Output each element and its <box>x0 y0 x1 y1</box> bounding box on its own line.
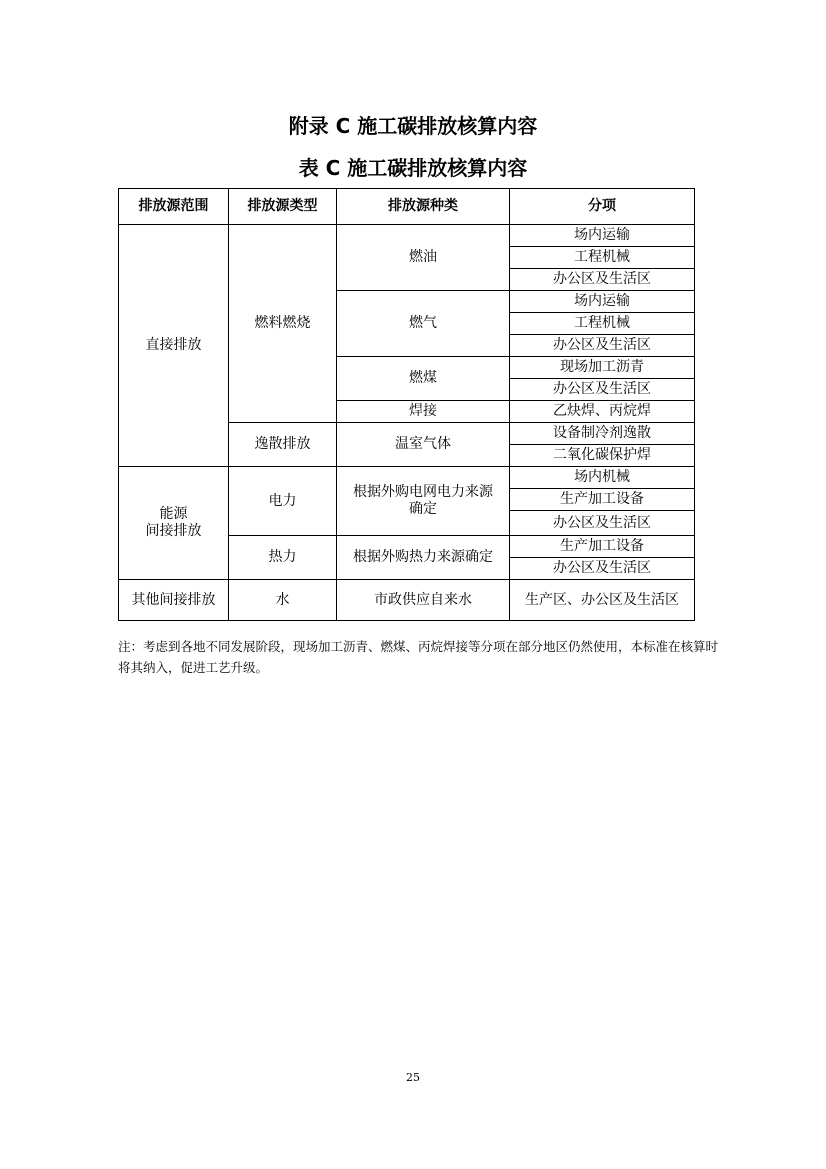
emission-table <box>118 188 695 621</box>
table-row <box>119 580 695 621</box>
page-number: 25 <box>406 1071 420 1084</box>
item-cell: 生产加工设备 <box>510 489 695 511</box>
item-cell: 办公区及生活区 <box>510 558 695 580</box>
header-kind: 排放源种类 <box>337 189 510 225</box>
type-heat: 热力 <box>229 536 337 580</box>
kind-fuel-oil: 燃油 <box>337 225 510 291</box>
kind-electricity-source: 根据外购电网电力来源确定 <box>337 467 510 536</box>
item-cell: 工程机械 <box>510 313 695 335</box>
kind-fuel-gas: 燃气 <box>337 291 510 357</box>
item-cell: 办公区及生活区 <box>510 335 695 357</box>
header-item: 分项 <box>510 189 695 225</box>
scope-indirect-energy: 能源 间接排放 <box>119 467 229 580</box>
item-cell: 办公区及生活区 <box>510 379 695 401</box>
item-cell: 二氧化碳保护焊 <box>510 445 695 467</box>
item-cell: 生产加工设备 <box>510 536 695 558</box>
kind-coal: 燃煤 <box>337 357 510 401</box>
scope-direct: 直接排放 <box>119 225 229 467</box>
type-water: 水 <box>229 580 337 621</box>
item-cell: 办公区及生活区 <box>510 269 695 291</box>
table-row <box>119 225 695 247</box>
item-cell: 现场加工沥青 <box>510 357 695 379</box>
type-fugitive: 逸散排放 <box>229 423 337 467</box>
appendix-title: 附录 C 施工碳排放核算内容 <box>288 114 538 138</box>
item-cell: 工程机械 <box>510 247 695 269</box>
header-type: 排放源类型 <box>229 189 337 225</box>
scope-other-indirect: 其他间接排放 <box>119 580 229 621</box>
type-fuel-combustion: 燃料燃烧 <box>229 225 337 423</box>
kind-heat-source: 根据外购热力来源确定 <box>337 536 510 580</box>
table-row <box>119 467 695 489</box>
type-electricity: 电力 <box>229 467 337 536</box>
item-cell: 办公区及生活区 <box>510 511 695 536</box>
item-cell: 场内机械 <box>510 467 695 489</box>
kind-welding: 焊接 <box>337 401 510 423</box>
table-title: 表 C 施工碳排放核算内容 <box>298 156 528 180</box>
table-header-row <box>119 189 695 225</box>
item-cell: 场内运输 <box>510 291 695 313</box>
header-scope: 排放源范围 <box>119 189 229 225</box>
item-cell: 生产区、办公区及生活区 <box>510 580 695 621</box>
table-note: 注：考虑到各地不同发展阶段，现场加工沥青、燃煤、丙烷焊接等分项在部分地区仍然使用，本标准在核算时将其纳入，促进工艺升级。 <box>118 639 719 675</box>
item-cell: 设备制冷剂逸散 <box>510 423 695 445</box>
kind-tap-water: 市政供应自来水 <box>337 580 510 621</box>
kind-ghg: 温室气体 <box>337 423 510 467</box>
item-cell: 乙炔焊、丙烷焊 <box>510 401 695 423</box>
item-cell: 场内运输 <box>510 225 695 247</box>
